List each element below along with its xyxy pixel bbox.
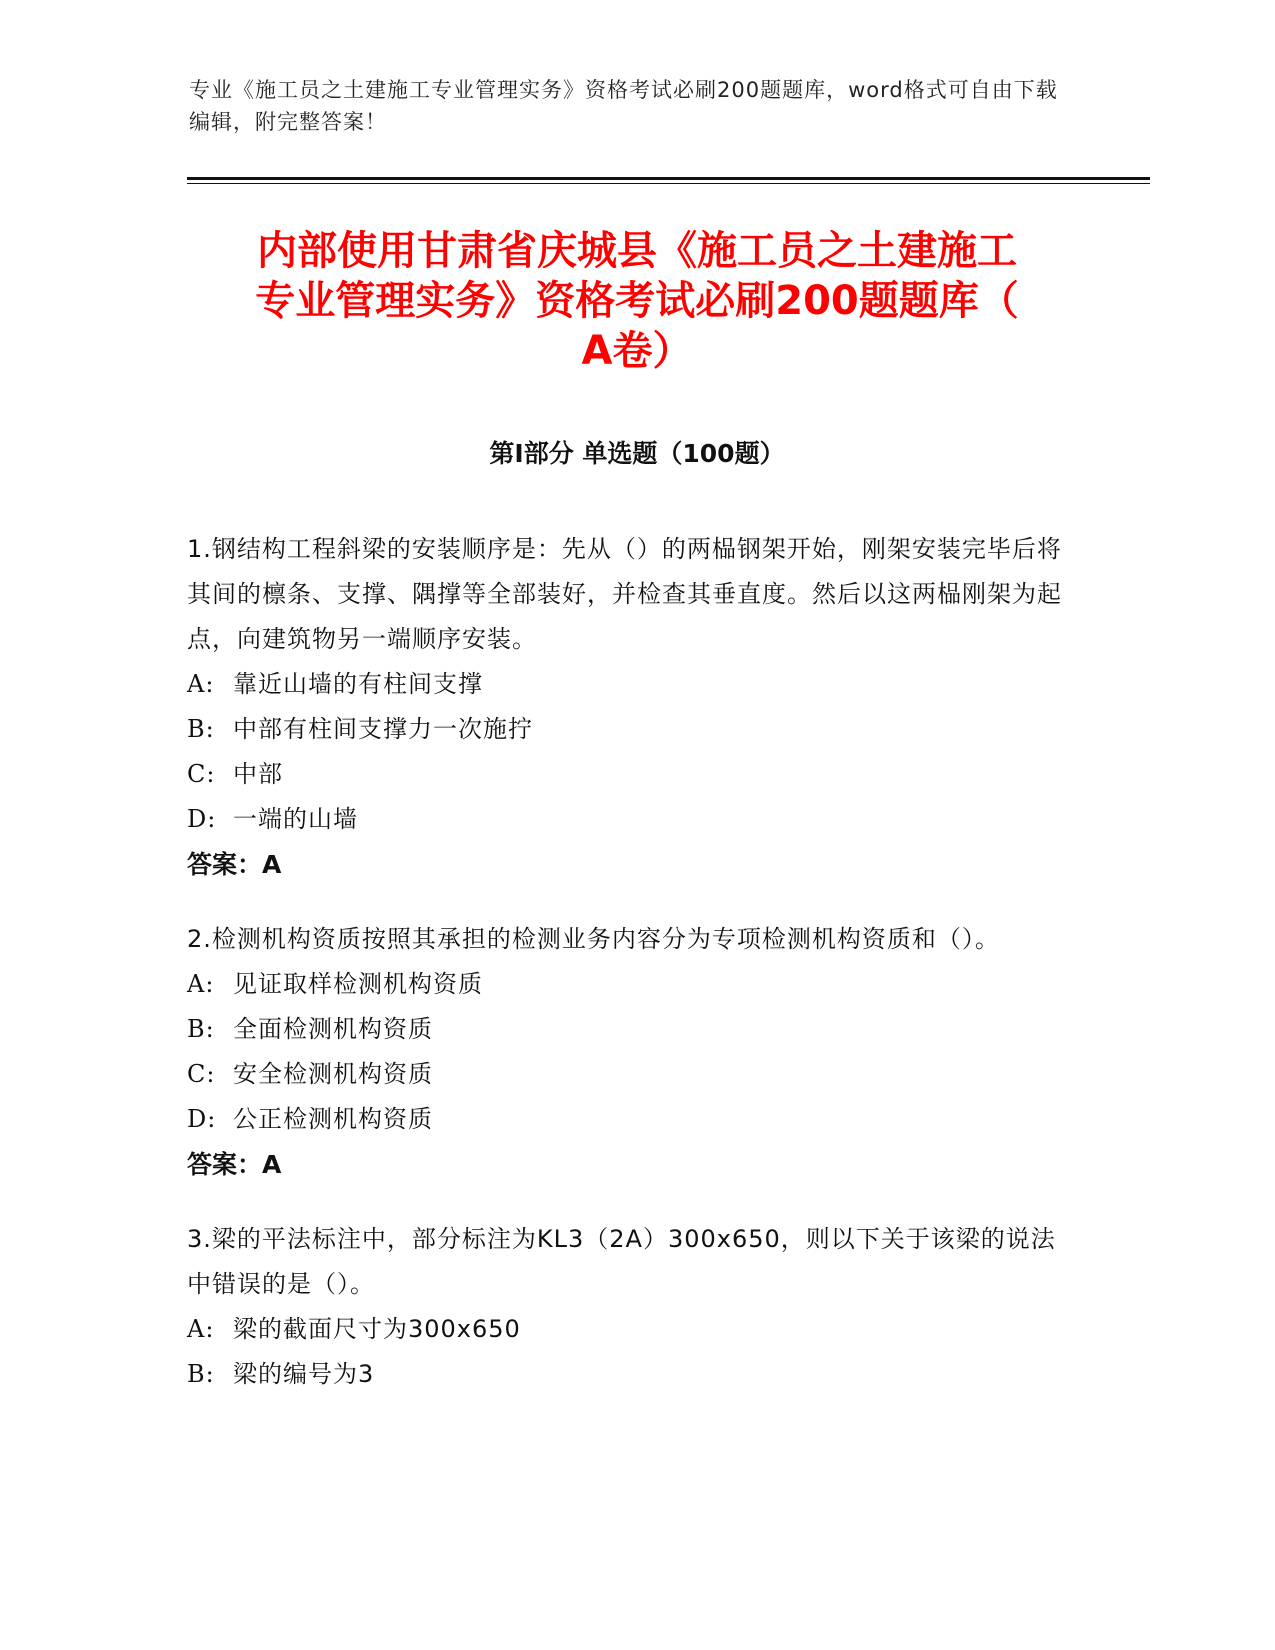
header-rule-thick bbox=[187, 177, 1150, 180]
option-text: 中部有柱间支撑力一次施拧 bbox=[233, 715, 533, 743]
option-row bbox=[187, 1352, 1067, 1397]
option-label: A: bbox=[187, 970, 215, 998]
option-row bbox=[187, 962, 1067, 1007]
option-text: 见证取样检测机构资质 bbox=[233, 970, 483, 998]
question-item bbox=[187, 1217, 1067, 1397]
option-text: 梁的编号为3 bbox=[233, 1360, 375, 1388]
section-heading: 第Ⅰ部分 单选题（100题） bbox=[489, 439, 785, 468]
title-line: A卷） bbox=[581, 328, 693, 374]
option-label: C: bbox=[187, 760, 216, 788]
option-text: 梁的截面尺寸为300x650 bbox=[233, 1315, 521, 1343]
option-row bbox=[187, 707, 1067, 752]
option-text: 安全检测机构资质 bbox=[233, 1060, 433, 1088]
option-label: D: bbox=[187, 1105, 217, 1133]
option-row bbox=[187, 1097, 1067, 1142]
option-row bbox=[187, 1007, 1067, 1052]
option-label: C: bbox=[187, 1060, 216, 1088]
answer-value: A bbox=[262, 1150, 282, 1179]
question-list bbox=[187, 527, 1067, 1427]
header-note: 专业《施工员之土建施工专业管理实务》资格考试必刷200题题库，word格式可自由下载编辑，附完整答案！ bbox=[189, 78, 1058, 134]
option-text: 全面检测机构资质 bbox=[233, 1015, 433, 1043]
option-label: B: bbox=[187, 1015, 215, 1043]
document-title bbox=[187, 226, 1087, 376]
question-stem: 1.钢结构工程斜梁的安装顺序是：先从（）的两榀钢架开始，刚架安装完毕后将其间的檩条、支撑、隅撑等全部装好，并检查其垂直度。然后以这两榀刚架为起点，向建筑物另一端顺序安装。 bbox=[187, 535, 1062, 653]
option-label: A: bbox=[187, 670, 215, 698]
option-row bbox=[187, 662, 1067, 707]
answer-value: A bbox=[262, 850, 282, 879]
option-text: 一端的山墙 bbox=[233, 805, 358, 833]
answer-prefix: 答案： bbox=[187, 1150, 263, 1179]
option-label: B: bbox=[187, 1360, 215, 1388]
option-text: 公正检测机构资质 bbox=[233, 1105, 433, 1133]
title-line: 内部使用甘肃省庆城县《施工员之土建施工 bbox=[257, 228, 1017, 274]
option-label: A: bbox=[187, 1315, 215, 1343]
question-item bbox=[187, 917, 1067, 1187]
question-stem: 2.检测机构资质按照其承担的检测业务内容分为专项检测机构资质和（）。 bbox=[187, 925, 1000, 953]
option-row bbox=[187, 1052, 1067, 1097]
option-label: B: bbox=[187, 715, 215, 743]
option-text: 中部 bbox=[233, 760, 283, 788]
header-rule-thin bbox=[187, 183, 1150, 184]
answer-line bbox=[187, 842, 1067, 887]
option-row bbox=[187, 752, 1067, 797]
answer-prefix: 答案： bbox=[187, 850, 263, 879]
option-text: 靠近山墙的有柱间支撑 bbox=[233, 670, 483, 698]
option-row bbox=[187, 797, 1067, 842]
answer-line bbox=[187, 1142, 1067, 1187]
question-item bbox=[187, 527, 1067, 887]
option-label: D: bbox=[187, 805, 217, 833]
option-row bbox=[187, 1307, 1067, 1352]
title-line: 专业管理实务》资格考试必刷200题题库（ bbox=[255, 278, 1019, 324]
question-stem: 3.梁的平法标注中，部分标注为KL3（2A）300x650，则以下关于该梁的说法中错误的是（）。 bbox=[187, 1225, 1056, 1298]
